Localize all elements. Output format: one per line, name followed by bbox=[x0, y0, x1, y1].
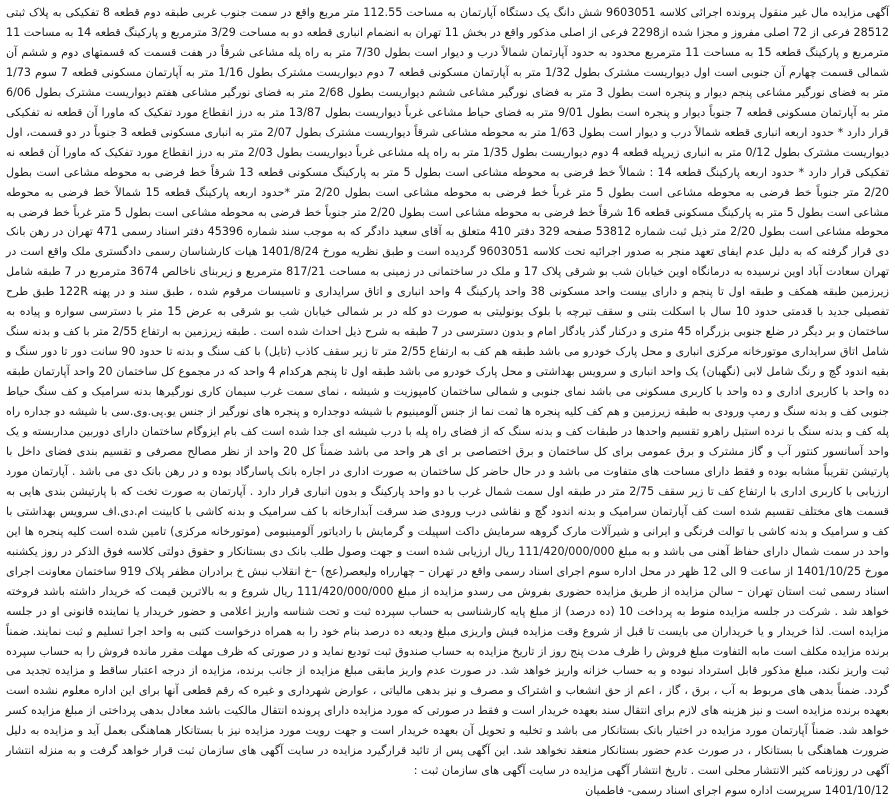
auction-notice-body: آگهی مزایده مال غیر منقول پرونده اجرائی کلاسه 9603051 شش دانگ یک دستگاه آپارتمان به مساحت 112.55 متر مربع واقع در سمت جنوب غربی طبقه دوم قطعه 8 تفکیکی به پلاک ثبتی 28512 فرعی از 72 اصلی مفروز و مجزا شده از2298 فرعی از اصلی مذکور واقع در بخش 11 تهران به انضمام انباری قطعه دو به مساحت 3/29 مترمربع و پارکینگ قطعه 14 به مساحت 11 مترمربع و پارکینگ قطعه 15 به مساحت 11 مترمربع محدود به حدود آپارتمان شمالاً درب و دیوار است بطول 7/30 متر به راه پله مشاعی شرقاً در هفت قسمت که قسمتهای دوم و ششم آن شمالی قسمت چهارم آن جنوبی است اول دیواریست مشترک بطول 1/32 متر به آپارتمان مسکونی قطعه 7 دوم دیواریست مشترک بطول 1/16 متر به آپارتمان مسکونی قطعه 7 سوم 1/73 متر به فضای نورگیر مشاعی پنجم دیوار و پنجره است بطول 3 متر به فضای نورگیر مشاعی ششم دیواریست بطول 2/68 متر به فضای نورگیر مشاعی هفتم دیواریست مشترک بطول 6/06 متر به آپارتمان مسکونی قطعه 7 جنوباً دیوار و پنجره است بطول 9/01 متر به فضای حیاط مشاعی غرباً دیواریست بطول 13/87 متر به درز انقطاع مورد تفکیک که ماورا آن قطعه نه تفکیکی قرار دارد * حدود اربعه انباری قطعه شمالاً درب و دیوار است بطول 1/63 متر به محوطه مشاعی شرقاً دیواریست مشترک بطول 2/07 متر به انباری مسکونی قطعه 3 جنوباً در دو قسمت، اول دیواریست مشترک بطول 0/12 متر به انباری زیرپله قطعه 4 دوم دیواریست بطول 1/35 متر به راه پله مشاعی غرباً دیواریست بطول 2/03 متر به درز انقطاع مورد تفکیک که ماورا آن قطعه نه تفکیکی قرار دارد * حدود اربعه پارکینگ قطعه 14 : شمالاً خط فرضی به محوطه مشاعی است بطول 5 متر به پارکینگ مسکونی قطعه 13 شرقاً خط فرضی به محوطه مشاعی است بطول 2/20 متر جنوباً خط فرضی به محوطه مشاعی است بطول 5 متر غرباً خط فرضی به محوطه مشاعی است بطول 2/20 متر *حدود اربعه پارکینگ قطعه 15 شمالاً خط فرضی به محوطه مشاعی است بطول 5 متر به پارکینگ مسکونی قطعه 16 شرقاً خط فرضی به محوطه مشاعی است بطول 2/20 متر جنوباً خط فرضی به محوطه مشاعی است بطول 5 متر غرباً خط فرضی به محوطه مشاعی است بطول 2/20 متر ذیل ثبت شماره 53812 صفحه 329 دفتر 410 متعلق به آقای سعید دادگر که به موجب سند شماره 45396 دفتر اسناد رسمی 471 تهران در رهن بانک دی قرار گرفته که به دلیل عدم ایفای تعهد منجر به صدور اجرائیه تحت کلاسه 9603051 گردیده است و طبق نظریه مورخ 1401/8/24 هیات کارشناسان رسمی دادگستری ملک واقع است در تهران سعادت آباد اوین نرسیده به درمانگاه اوین خیابان شب بو شرقی پلاک 17 و ملک در ساختمانی در زمینی به مساحت 817/21 مترمربع و زیربنای ناخالص 3674 مترمربع در 7 طبقه شامل زیرزمین طبقه همکف و طبقه اول تا پنجم و دارای بیست واحد مسکونی 38 واحد پارکینگ 4 واحد انباری و اتاق سرایداری و تاسیسات مرقوم شده ، طبق سند و در پهنه 122R طبق طرح تفصیلی جدید با قدمتی حدود 10 سال با اسکلت بتنی و سقف تیرچه با بلوک یونولیتی به صورت دو کله در بر شمالی خیابان شب بو شرقی به عرض 15 متر با دسترسی سواره و پیاده به ساختمان و بر دیگر در ضلع جنوبی بزرگراه 45 متری و درکنار گذر یادگار امام و بدون دسترسی در 7 طبقه به شرح ذیل احداث شده است . طبقه زیرزمین به ارتفاع 2/55 متر با کف و بدنه سنگ شامل اتاق سرایداری موتورخانه مرکزی انباری و محل پارک خودرو می باشد طبقه هم کف به ارتفاع 2/55 متر تا زیر سقف کاذب (تایل) با کف سنگ و بدنه تا حدود 90 سانت دور تا دور سنگ و بقیه اندود گچ و رنگ شامل لابی (نگهبان) یک واحد انباری و سرویس بهداشتی و محل پارک خودرو می باشد طبقه اول تا پنجم هرکدام 4 واحد که در مجموع کل ساختمان 20 واحد آپارتمان طبقه ده واحد با کاربری اداری و ده واحد با کاربری مسکونی می باشد نمای جنوبی و شمالی ساختمان کامپوزیت و شیشه ، نمای سمت غرب سیمان کاری نورگیرها بدنه سرامیک و کف سنگ حیاط جنوبی کف و بدنه سنگ و رمپ ورودی به طبقه زیرزمین و هم کف کلیه پنجره ها ثمت نما از جنس آلومینیوم با شیشه دوجداره و پنجره های نورگیر از جنس یو.پی.وی.سی با شیشه دو جداره راه پله کف و بدنه سنگ با نرده استیل راهرو تقسیم واحدها در طبقات کف و بدنه سنگ که از فضای راه پله با درب شیشه ای جدا شده است کف بام ایزوگام ساختمان دارای دوربین مداربسته و یک واحد آسانسور کنتور آب و گاز مشترک و برق عمومی برای کل ساختمان و برق اختصاصی بر ای هر واحد می باشد ضمناً کل 20 واحد از نظر مصالح مصرفی و تقسیم بندی فضای داخل با پارتیشن تقریباً مشابه بوده و فقط دارای مساحت های متفاوت می باشد و در حال حاضر کل ساختمان به صورت اداری در اجاره بانک پاسارگاد بوده و در رهن بانک دی می باشد . آپارتمان مورد ارزیابی با کاربری اداری با ارتفاع کف تا زیر سقف 2/75 متر در طبقه اول سمت شمال غرب با دو واحد پارکینگ و بدون انباری قرار دارد . آپارتمان به صورت تخت که با پارتیشن بندی هایی به قسمت های مختلف تقسیم شده است کف آپارتمان سرامیک و بدنه اندود گچ و نقاشی درب ورودی ضد سرقت آبدارخانه با کف سرامیک و بدنه کاشی با کابینت ام.دی.اف سرویس بهداشتی با کف و سرامیک و بدنه کاشی با توالت فرنگی و ایرانی و شیرآلات مارک گروهه سرمایش داکت اسپیلت و گرمایش با رادیاتور آلومینیومی (موتورخانه مرکزی) تامین شده است کلیه پنجره ها این واحد در سمت شمال دارای حفاظ آهنی می باشد و به مبلغ 111/420/000/000 ریال ارزیابی شده است و جهت وصول طلب بانک دی بستانکار و حقوق دولتی کلاسه فوق الذکر در روز یکشنبه مورخ 1401/10/25 از ساعت 9 الی 12 ظهر در محل اداره سوم اجرای اسناد رسمی واقع در تهران – چهارراه ولیعصر(عج) –خ انقلاب نبش خ برادران مظفر پلاک 919 ساختمان معاونت اجرای اسناد رسمی ثبت استان تهران – سالن مزایده از طریق مزایده حضوری بفروش می رسدو مزایده از مبلغ 111/420/000/000 ریال شروع و به بالاترین قیمت که خریدار داشته باشد فروخته خواهد شد . شرکت در جلسه مزایده منوط به پرداخت 10 (ده درصد) از مبلغ پایه کارشناسی به حساب سپرده ثبت و تحت شناسه واریز اعلامی و حضور خریدار یا نماینده قانونی او در جلسه مزایده است. لذا خریدار و یا خریداران می بایست تا قبل از شروع وقت مزایده فیش واریزی مبلغ ودیعه ده درصد بنام خود را به همراه درخواست کتبی به واحد اجرا تسلیم و ثبت نمایند. ضمناً برنده مزایده مکلف است مابه التفاوت مبلغ فروش را ظرف مدت پنج روز از تاریخ مزایده به حساب صندوق ثبت تودیع نماید و در صورتی که ظرف مهلت مقرر مانده فروش را به حساب سپرده ثبت واریز نکند، مبلغ مذکور قابل استرداد نبوده و به حساب خزانه واریز خواهد شد. در صورت عدم واریز مابقی مبلغ مزایده از جانب برنده، مزایده از درجه اعتبار ساقط و مزایده تجدید می گردد. ضمناً بدهی های مربوط به آب ، برق ، گاز ، اعم از حق انشعاب و اشتراک و مصرف و نیز بدهی مالیاتی ، عوارض شهرداری و غیره که رقم قطعی آنها برای این اداره معلوم نشده است بعهده برنده مزایده است و نیز هزینه های لازم برای انتقال سند بعهده خریدار است و فقط در صورتی که مورد مزایده دارای پرونده انتقال مالکیت باشد معادل بدهی پرداختی از مبلغ مزایده کسر خواهد شد. ضمناً آپارتمان مورد مزایده در اختیار بانک بستانکار می باشد و تخلیه و تحویل آن بعهده خریدار است و جهت رویت مورد مزایده نیز با بستانکار هماهنگی بعمل آید و مزایده به دلیل ضرورت هماهنگی با بستانکار ، در صورت عدم حضور بستانکار منعقد نخواهد شد. این آگهی پس از تائید قرارگیرد مزایده در سایت آگهی های سازمان ثبت قرار خواهد گرفت و به منزله انتشار آگهی در روزنامه کثیر الانتشار محلی است . تاریخ انتشار آگهی مزایده در سایت آگهی های سازمان ثبت : bbox=[6, 6, 890, 778]
notice-footer-signature: 1401/10/12 سرپرست اداره سوم اجرای اسناد رسمی- فاطمیان bbox=[585, 784, 889, 798]
